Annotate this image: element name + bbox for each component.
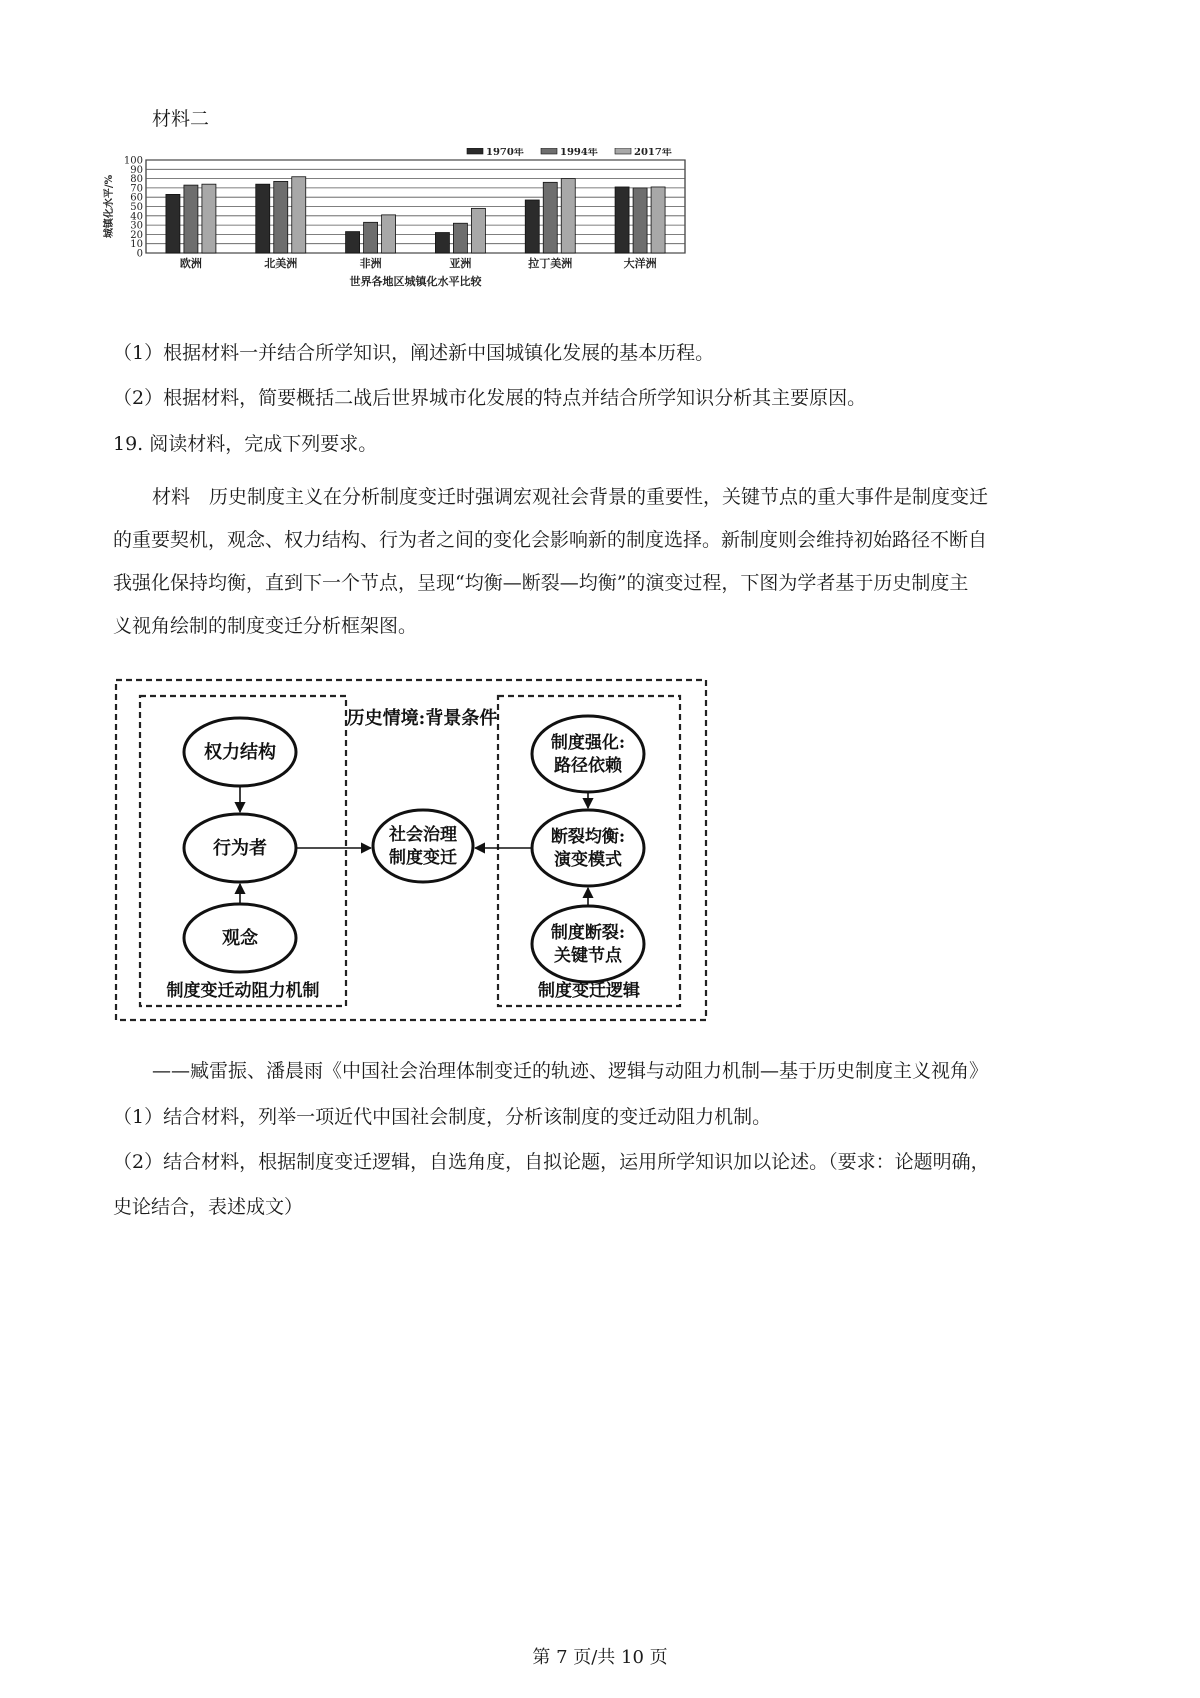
q19-material-line-1: 材料 历史制度主义在分析制度变迁时强调宏观社会背景的重要性，关键节点的重大事件是制度变迁 <box>152 486 989 508</box>
q19-header: 19. 阅读材料，完成下列要求。 <box>113 433 378 455</box>
chart-ytick-label: 80 <box>130 174 143 186</box>
node-power-structure-label: 权力结构 <box>204 742 276 763</box>
chart-legend-label: 1994年 <box>560 148 598 158</box>
chart-ytick-label: 50 <box>130 202 143 213</box>
chart-ytick-label: 100 <box>123 155 143 167</box>
chart-ytick-label: 0 <box>136 248 143 260</box>
node-punctuated-equilibrium <box>532 810 644 886</box>
chart-bar <box>256 184 270 253</box>
chart-bar <box>382 215 396 253</box>
q18-sub2: （2）根据材料，简要概括二战后世界城市化发展的特点并结合所学知识分析其主要原因。 <box>113 387 867 409</box>
chart-ytick-label: 10 <box>130 239 143 251</box>
chart-category-label: 亚洲 <box>449 257 472 270</box>
left-box-label: 制度变迁动阻力机制 <box>166 981 320 1001</box>
chart-legend-swatch <box>541 148 557 154</box>
node-punctuated-equilibrium-line1: 断裂均衡: <box>550 827 626 847</box>
urbanization-chart <box>100 148 760 318</box>
node-punctuated-equilibrium-line2: 演变模式 <box>554 850 622 870</box>
chart-ylabel: 城镇化水平/% <box>104 174 115 239</box>
chart-bar <box>525 200 539 253</box>
q19-citation: ——臧雷振、潘晨雨《中国社会治理体制变迁的轨迹、逻辑与动阻力机制—基于历史制度主义视角》 <box>152 1060 989 1082</box>
q19-material-line-2: 的重要契机，观念、权力结构、行为者之间的变化会影响新的制度选择。新制度则会维持初始路径不断自 <box>113 529 988 551</box>
chart-bar <box>633 188 647 253</box>
node-social-governance-line1: 社会治理 <box>389 825 457 845</box>
node-institution-reinforce <box>532 716 644 792</box>
chart-ytick-label: 30 <box>130 220 143 232</box>
chart-ytick-label: 70 <box>130 183 143 195</box>
chart-bar <box>364 222 378 253</box>
q19-material-line-4: 义视角绘制的制度变迁分析框架图。 <box>113 615 418 637</box>
chart-bar <box>184 185 198 253</box>
chart-bar <box>202 184 216 253</box>
chart-category-label: 大洋洲 <box>623 257 657 270</box>
node-actor-label: 行为者 <box>213 838 267 859</box>
q18-sub1: （1）根据材料一并结合所学知识，阐述新中国城镇化发展的基本历程。 <box>113 342 715 364</box>
chart-ytick-label: 20 <box>130 229 143 241</box>
q19-sub2-line1: （2）结合材料，根据制度变迁逻辑，自选角度，自拟论题，运用所学知识加以论述。（要求：论题明确， <box>113 1151 990 1173</box>
chart-category-label: 北美洲 <box>264 257 298 270</box>
institutional-change-diagram <box>112 676 712 1028</box>
right-box-label: 制度变迁逻辑 <box>538 981 640 1001</box>
q19-sub2-line2: 史论结合，表述成文） <box>113 1196 304 1218</box>
node-social-governance <box>373 810 473 882</box>
diagram-top-label: 历史情境:背景条件 <box>346 708 498 729</box>
node-institution-reinforce-line1: 制度强化: <box>550 733 626 753</box>
chart-bar <box>435 233 449 253</box>
node-institution-rupture-line1: 制度断裂: <box>550 923 626 943</box>
chart-bar <box>471 208 485 253</box>
node-idea-label: 观念 <box>222 928 258 949</box>
material-2-label: 材料二 <box>152 108 210 130</box>
chart-ytick-label: 40 <box>130 211 143 223</box>
chart-bar <box>651 187 665 253</box>
chart-bar <box>561 179 575 253</box>
chart-legend-swatch <box>467 148 483 154</box>
chart-bar <box>543 182 557 253</box>
chart-bar <box>615 187 629 253</box>
chart-ytick-label: 60 <box>130 192 143 204</box>
chart-legend-label: 2017年 <box>634 148 672 158</box>
chart-bar <box>166 194 180 253</box>
chart-ytick-label: 90 <box>130 164 143 176</box>
chart-bar <box>274 181 288 253</box>
node-institution-rupture-line2: 关键节点 <box>554 946 622 966</box>
chart-category-label: 拉丁美洲 <box>528 257 573 270</box>
chart-category-label: 欧洲 <box>179 257 202 270</box>
chart-bar <box>292 177 306 253</box>
node-social-governance-line2: 制度变迁 <box>389 848 457 868</box>
page-footer: 第 7 页/共 10 页 <box>532 1647 668 1668</box>
chart-bar <box>453 223 467 253</box>
chart-title: 世界各地区城镇化水平比较 <box>349 275 482 288</box>
chart-bar <box>346 232 360 253</box>
node-institution-rupture <box>532 906 644 982</box>
node-institution-reinforce-line2: 路径依赖 <box>554 756 622 776</box>
q19-material-line-3: 我强化保持均衡，直到下一个节点，呈现“均衡—断裂—均衡”的演变过程，下图为学者基于历史制度主 <box>113 572 969 594</box>
chart-legend-label: 1970年 <box>486 148 524 158</box>
q19-sub1: （1）结合材料，列举一项近代中国社会制度，分析该制度的变迁动阻力机制。 <box>113 1106 772 1128</box>
chart-legend-swatch <box>615 148 631 154</box>
chart-category-label: 非洲 <box>359 257 382 270</box>
